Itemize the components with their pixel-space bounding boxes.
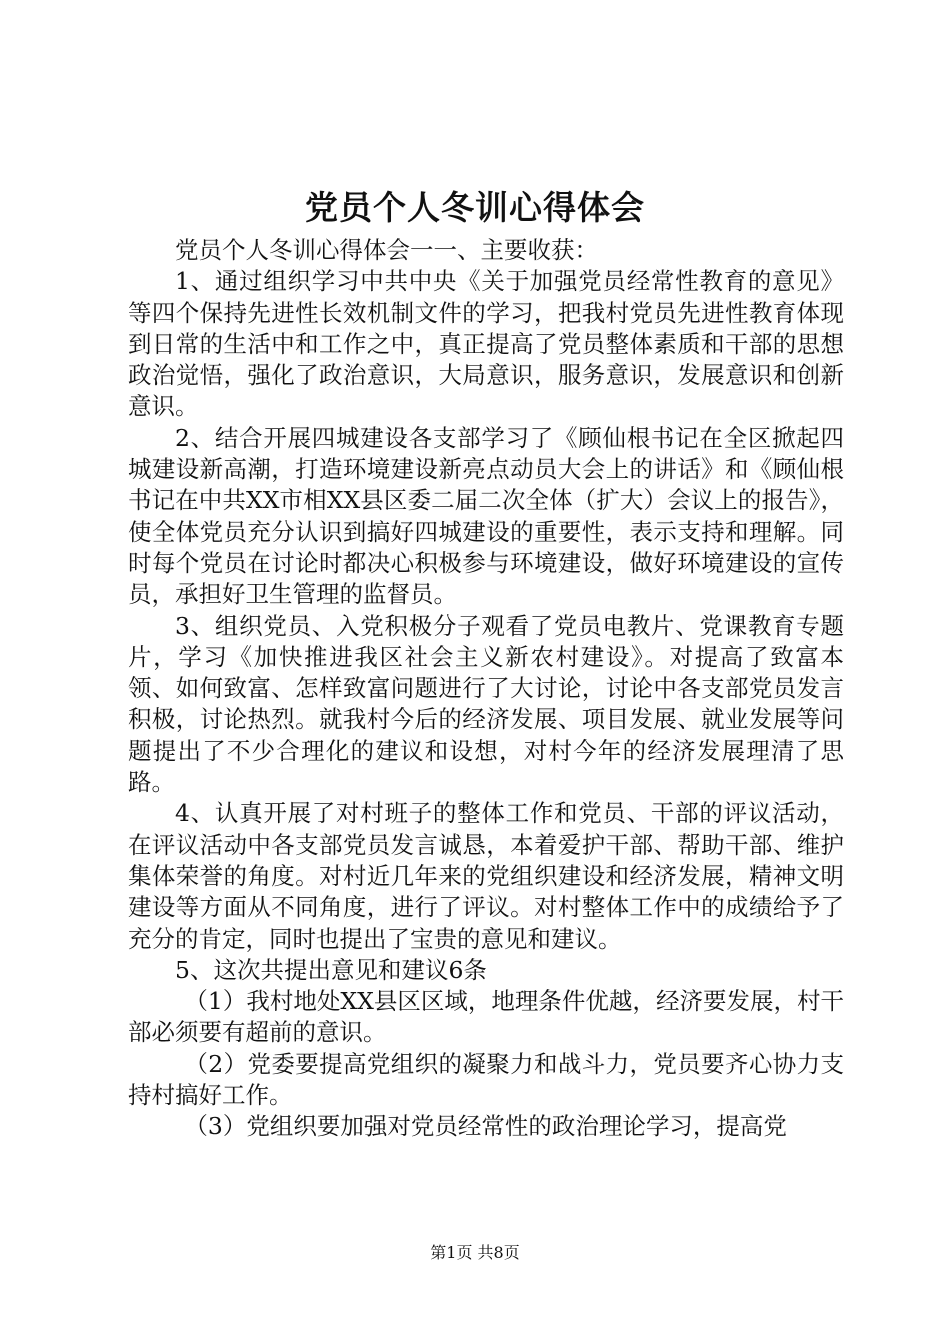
suggestion-3: （3）党组织要加强对党员经常性的政治理论学习，提高党 bbox=[184, 1112, 787, 1141]
suggestion-1: （1）我村地处XX县区区域，地理条件优越，经济要发展，村干部必须要有超前的意识。 bbox=[128, 987, 844, 1047]
document-body bbox=[128, 235, 844, 1143]
paragraph-1: 1、通过组织学习中共中央《关于加强党员经常性教育的意见》等四个保持先进性长效机制文件的学习，把我村党员先进性教育体现到日常的生活中和工作之中，真正提高了党员整体素质和干部的思想政治觉悟，强化了政治意识，大局意识，服务意识，发展意识和创新意识。 bbox=[128, 267, 844, 421]
page-footer: 第1页 共8页 bbox=[430, 1243, 520, 1262]
suggestion-2: （2）党委要提高党组织的凝聚力和战斗力，党员要齐心协力支持村搞好工作。 bbox=[128, 1049, 844, 1110]
paragraph-5: 5、这次共提出意见和建议6条 bbox=[175, 955, 487, 984]
paragraph-3: 3、组织党员、入党积极分子观看了党员电教片、党课教育专题片，学习《加快推进我区社会主义新农村建设》。对提高了致富本领、如何致富、怎样致富问题进行了大讨论，讨论中各支部党员发言积极，讨论热烈。就我村今后的经济发展、项目发展、就业发展等问题提出了不少合理化的建议和设想，对村今年的经济发展理清了思路。 bbox=[128, 611, 844, 797]
intro-paragraph: 党员个人冬训心得体会一一、主要收获： bbox=[175, 236, 598, 264]
paragraph-4: 4、认真开展了对村班子的整体工作和党员、干部的评议活动，在评议活动中各支部党员发言诚恳，本着爱护干部、帮助干部、维护集体荣誉的角度。对村近几年来的党组织建设和经济发展，精神文明建设等方面从不同角度，进行了评议。对村整体工作中的成绩给予了充分的肯定，同时也提出了宝贵的意见和建议。 bbox=[128, 799, 844, 953]
document-title: 党员个人冬训心得体会 bbox=[305, 188, 645, 227]
paragraph-2: 2、结合开展四城建设各支部学习了《顾仙根书记在全区掀起四城建设新高潮，打造环境建设新亮点动员大会上的讲话》和《顾仙根书记在中共XX市相XX县区委二届二次全体（扩大）会议上的报告》，使全体党员充分认识到搞好四城建设的重要性，表示支持和理解。同时每个党员在讨论时都决心积极参与环境建设，做好环境建设的宣传员，承担好卫生管理的监督员。 bbox=[128, 423, 844, 609]
